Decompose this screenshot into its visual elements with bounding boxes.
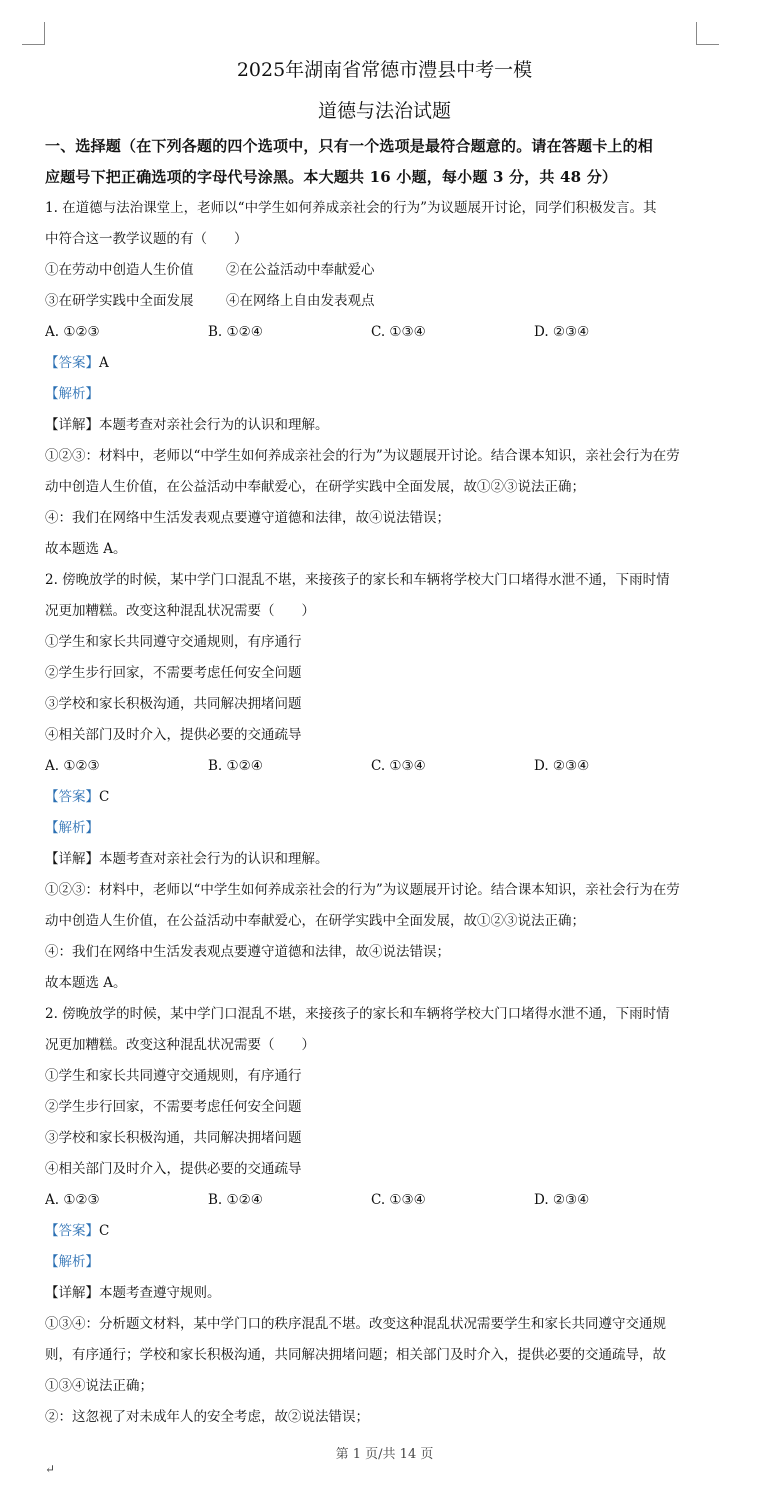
option-c: C. ①③④	[371, 758, 426, 774]
explanation-line: 动中创造人生价值，在公益活动中奉献爱心，在研学实践中全面发展，故①②③说法正确；	[45, 479, 585, 495]
answer-value: C	[99, 1223, 110, 1239]
question-stem: 况更加糟糕。改变这种混乱状况需要（ ）	[45, 603, 315, 619]
explanation-line: 则，有序通行；学校和家长积极沟通，共同解决拥堵问题；相关部门及时介入，提供必要的交通疏导，故	[45, 1347, 666, 1363]
option-d: D. ②③④	[534, 758, 590, 774]
conclusion-line: 故本题选 A。	[45, 975, 127, 991]
statement-row	[45, 286, 700, 317]
question-stem: 2. 傍晚放学的时候，某中学门口混乱不堪，来接孩子的家长和车辆将学校大门口堵得水泄不通，下雨时情	[45, 572, 670, 588]
answer-value: A	[99, 355, 109, 371]
answer-line	[45, 348, 700, 379]
paragraph-mark-icon: ↵	[45, 1462, 56, 1476]
page-footer: 第 1 页/共 14 页	[335, 1447, 434, 1462]
detail-line: 【详解】本题考查对亲社会行为的认识和理解。	[45, 851, 329, 867]
explanation-line: ①②③：材料中，老师以“中学生如何养成亲社会的行为”为议题展开讨论。结合课本知识，亲社会行为在劳	[45, 448, 680, 464]
option-c: C. ①③④	[371, 324, 426, 340]
option-d: D. ②③④	[534, 1192, 590, 1208]
statement: ②学生步行回家，不需要考虑任何安全问题	[45, 1099, 302, 1115]
answer-value: C	[99, 789, 110, 805]
option-d: D. ②③④	[534, 324, 590, 340]
explanation-line: ①③④：分析题文材料，某中学门口的秩序混乱不堪。改变这种混乱状况需要学生和家长共同遵守交通规	[45, 1316, 666, 1332]
statement: ③学校和家长积极沟通，共同解决拥堵问题	[45, 1130, 302, 1146]
option-row	[45, 317, 700, 348]
detail-line: 【详解】本题考查对亲社会行为的认识和理解。	[45, 417, 329, 433]
option-row	[45, 1185, 700, 1216]
question-2-repeat	[45, 999, 700, 1433]
statement: ③在研学实践中全面发展	[45, 293, 194, 309]
question-stem: 况更加糟糕。改变这种混乱状况需要（ ）	[45, 1037, 315, 1053]
option-a: A. ①②③	[45, 324, 100, 340]
question-stem: 2. 傍晚放学的时候，某中学门口混乱不堪，来接孩子的家长和车辆将学校大门口堵得水泄不通，下雨时情	[45, 1006, 670, 1022]
section-header-line: 一、选择题（在下列各题的四个选项中，只有一个选项是最符合题意的。请在答题卡上的相	[45, 137, 654, 155]
option-a: A. ①②③	[45, 758, 100, 774]
option-b: B. ①②④	[208, 1192, 263, 1208]
answer-line	[45, 782, 700, 813]
page-corner-mark-left	[22, 22, 45, 45]
document-body	[45, 131, 700, 1433]
section-header-line: 应题号下把正确选项的字母代号涂黑。本大题共 16 小题，每小题 3 分，共 48 分）	[45, 168, 618, 186]
answer-label: 【答案】	[45, 355, 99, 371]
document-subtitle: 道德与法治试题	[317, 100, 451, 122]
statement: ④相关部门及时介入，提供必要的交通疏导	[45, 727, 302, 743]
analysis-label: 【解析】	[45, 820, 99, 836]
explanation-line: 动中创造人生价值，在公益活动中奉献爱心，在研学实践中全面发展，故①②③说法正确；	[45, 913, 585, 929]
detail-line: 【详解】本题考查遵守规则。	[45, 1285, 221, 1301]
document-title: 2025年湖南省常德市澧县中考一模	[236, 59, 533, 81]
analysis-label: 【解析】	[45, 386, 99, 402]
answer-line	[45, 1216, 700, 1247]
option-b: B. ①②④	[208, 324, 263, 340]
explanation-line: ④：我们在网络中生活发表观点要遵守道德和法律，故④说法错误；	[45, 944, 450, 960]
statement: ①学生和家长共同遵守交通规则，有序通行	[45, 1068, 302, 1084]
statement: ②在公益活动中奉献爱心	[226, 262, 375, 278]
question-2	[45, 565, 700, 999]
explanation-line: ④：我们在网络中生活发表观点要遵守道德和法律，故④说法错误；	[45, 510, 450, 526]
option-row	[45, 751, 700, 782]
statement-row	[45, 255, 700, 286]
statement: ④相关部门及时介入，提供必要的交通疏导	[45, 1161, 302, 1177]
statement: ④在网络上自由发表观点	[226, 293, 375, 309]
question-stem: 中符合这一教学议题的有（ ）	[45, 231, 248, 247]
question-1	[45, 193, 700, 565]
option-c: C. ①③④	[371, 1192, 426, 1208]
statement: ③学校和家长积极沟通，共同解决拥堵问题	[45, 696, 302, 712]
statement: ②学生步行回家，不需要考虑任何安全问题	[45, 665, 302, 681]
answer-label: 【答案】	[45, 789, 99, 805]
answer-label: 【答案】	[45, 1223, 99, 1239]
conclusion-line: 故本题选 A。	[45, 541, 127, 557]
option-a: A. ①②③	[45, 1192, 100, 1208]
page-corner-mark-right	[696, 22, 719, 45]
explanation-line: ②：这忽视了对未成年人的安全考虑，故②说法错误；	[45, 1409, 369, 1425]
option-b: B. ①②④	[208, 758, 263, 774]
explanation-line: ①③④说法正确；	[45, 1378, 153, 1394]
statement: ①在劳动中创造人生价值	[45, 262, 194, 278]
analysis-label: 【解析】	[45, 1254, 99, 1270]
statement: ①学生和家长共同遵守交通规则，有序通行	[45, 634, 302, 650]
explanation-line: ①②③：材料中，老师以“中学生如何养成亲社会的行为”为议题展开讨论。结合课本知识，亲社会行为在劳	[45, 882, 680, 898]
question-stem: 1. 在道德与法治课堂上，老师以“中学生如何养成亲社会的行为”为议题展开讨论，同学们积极发言。其	[45, 200, 657, 216]
